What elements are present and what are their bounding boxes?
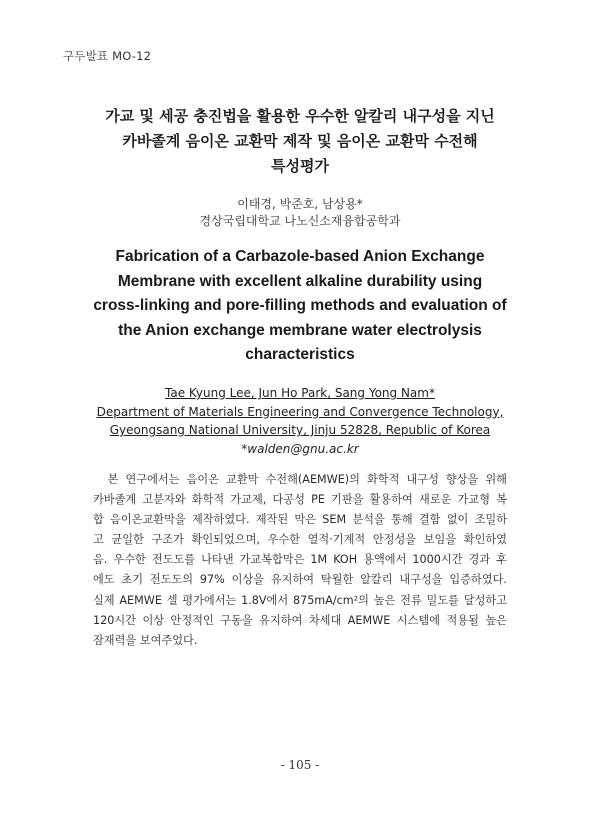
page-number: - 105 -: [280, 758, 320, 772]
english-title-line: Fabrication of a Carbazole-based Anion Exchange: [115, 248, 485, 265]
english-title-line: Membrane with excellent alkaline durability using: [117, 272, 483, 290]
english-title-line: the Anion exchange membrane water electrolysis: [118, 321, 482, 339]
english-title-line: cross-linking and pore-filling methods and evaluation of: [93, 297, 507, 314]
abstract-line: 120시간 이상 안정적인 구동을 유지하여 차세대 AEMWE 시스템에 적용될 높은: [93, 613, 507, 627]
korean-author-names: 이태경, 박준호, 남상용*: [237, 197, 363, 211]
korean-title: [60, 104, 540, 179]
abstract-line: 음. 우수한 전도도를 나타낸 가교복합막은 1M KOH 용액에서 1000시간 경과 후: [93, 553, 507, 567]
abstract-line: 에도 초기 전도도의 97% 이상을 유지하여 탁월한 알칼리 내구성을 입증하였다.: [93, 573, 507, 587]
english-affiliation-line: Department of Materials Engineering and Convergence Technology,: [96, 404, 504, 419]
korean-title-line: 카바졸계 음이온 교환막 제작 및 음이온 교환막 수전해: [122, 132, 478, 150]
english-title: [60, 245, 540, 368]
english-author-names: Tae Kyung Lee, Jun Ho Park, Sang Yong Nam*: [165, 386, 435, 400]
abstract-line: 고 균일한 구조가 확인되었으며, 우수한 열적·기계적 안정성을 보임을 확인하였: [93, 533, 507, 547]
abstract-line: 본 연구에서는 음이온 교환막 수전해(AEMWE)의 화학적 내구성 향상을 위해: [93, 473, 507, 486]
korean-title-line: 가교 및 세공 충진법을 활용한 우수한 알칼리 내구성을 지닌: [105, 107, 495, 125]
abstract-line: 카바졸계 고분자와 화학적 가교제, 다공성 PE 기판을 활용하여 새로운 가교형 복: [93, 493, 507, 507]
korean-affiliation: 경상국립대학교 나노신소재융합공학과: [199, 214, 401, 228]
english-affiliation-line: Gyeongsang National University, Jinju 52828, Republic of Korea: [109, 423, 491, 437]
korean-authors-block: [60, 196, 540, 230]
english-title-line: characteristics: [245, 346, 355, 363]
abstract-body: [93, 470, 507, 651]
korean-title-line: 특성평가: [271, 157, 329, 175]
contact-email: *walden@gnu.ac.kr: [241, 441, 359, 456]
abstract-line: 잠재력을 보여주었다.: [93, 633, 198, 647]
abstract-line: 실제 AEMWE 셀 평가에서는 1.8V에서 875mA/cm²의 높은 전류 밀도를 달성하고: [93, 593, 507, 607]
english-authors-block: [60, 384, 540, 458]
abstract-line: 합 음이온교환막을 제작하였다. 제작된 막은 SEM 분석을 통해 결함 없이 조밀하: [93, 513, 507, 527]
session-code: 구두발표 MO-12: [63, 49, 152, 63]
